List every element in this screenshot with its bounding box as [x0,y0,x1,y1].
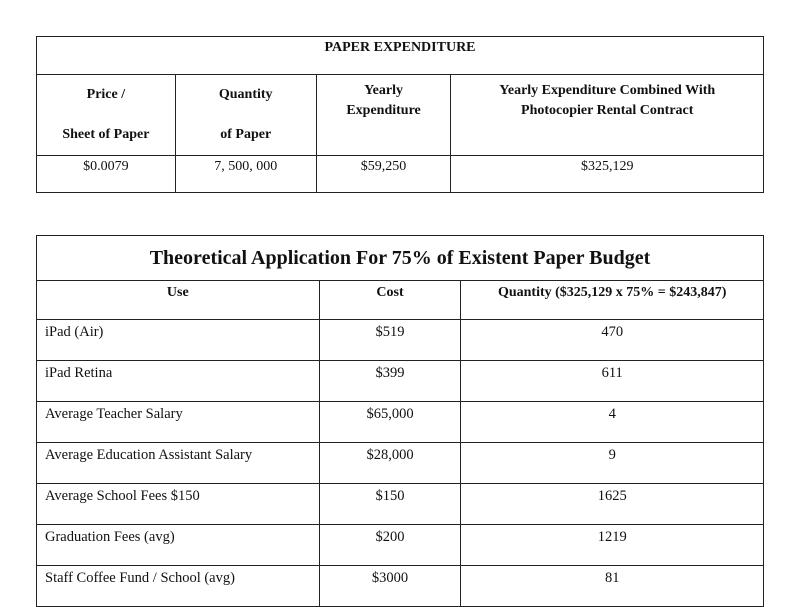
quantity-cell: 4 [461,402,764,443]
yearly-expenditure-header: Yearly Expenditure [316,75,451,156]
table-row [37,566,764,607]
budget-application-title: Theoretical Application For 75% of Existent Paper Budget [37,236,764,281]
table-row [37,361,764,402]
quantity-cell: 81 [461,566,764,607]
table-row [37,443,764,484]
cost-header: Cost [319,281,461,320]
cost-cell: $399 [319,361,461,402]
cost-cell: $65,000 [319,402,461,443]
use-cell: iPad (Air) [37,320,320,361]
yearly-expenditure-value: $59,250 [316,156,451,193]
use-cell: Staff Coffee Fund / School (avg) [37,566,320,607]
quantity-of-paper-header: Quantity of Paper [175,75,316,156]
cost-cell: $28,000 [319,443,461,484]
combined-expenditure-value: $325,129 [451,156,764,193]
quantity-cell: 470 [461,320,764,361]
budget-application-table [36,235,764,607]
use-cell: Graduation Fees (avg) [37,525,320,566]
paper-expenditure-title: PAPER EXPENDITURE [37,37,764,75]
use-cell: iPad Retina [37,361,320,402]
price-per-sheet-value: $0.0079 [37,156,176,193]
price-per-sheet-header: Price / Sheet of Paper [37,75,176,156]
table-row [37,402,764,443]
use-header: Use [37,281,320,320]
table-row [37,320,764,361]
cost-cell: $200 [319,525,461,566]
use-cell: Average School Fees $150 [37,484,320,525]
table-row [37,525,764,566]
use-cell: Average Education Assistant Salary [37,443,320,484]
cost-cell: $150 [319,484,461,525]
paper-expenditure-table [36,36,764,193]
quantity-of-paper-value: 7, 500, 000 [175,156,316,193]
quantity-cell: 611 [461,361,764,402]
table-row [37,484,764,525]
cost-cell: $519 [319,320,461,361]
quantity-header: Quantity ($325,129 x 75% = $243,847) [461,281,764,320]
use-cell: Average Teacher Salary [37,402,320,443]
quantity-cell: 1625 [461,484,764,525]
combined-expenditure-header: Yearly Expenditure Combined With Photocopier Rental Contract [451,75,764,156]
quantity-cell: 9 [461,443,764,484]
quantity-cell: 1219 [461,525,764,566]
cost-cell: $3000 [319,566,461,607]
